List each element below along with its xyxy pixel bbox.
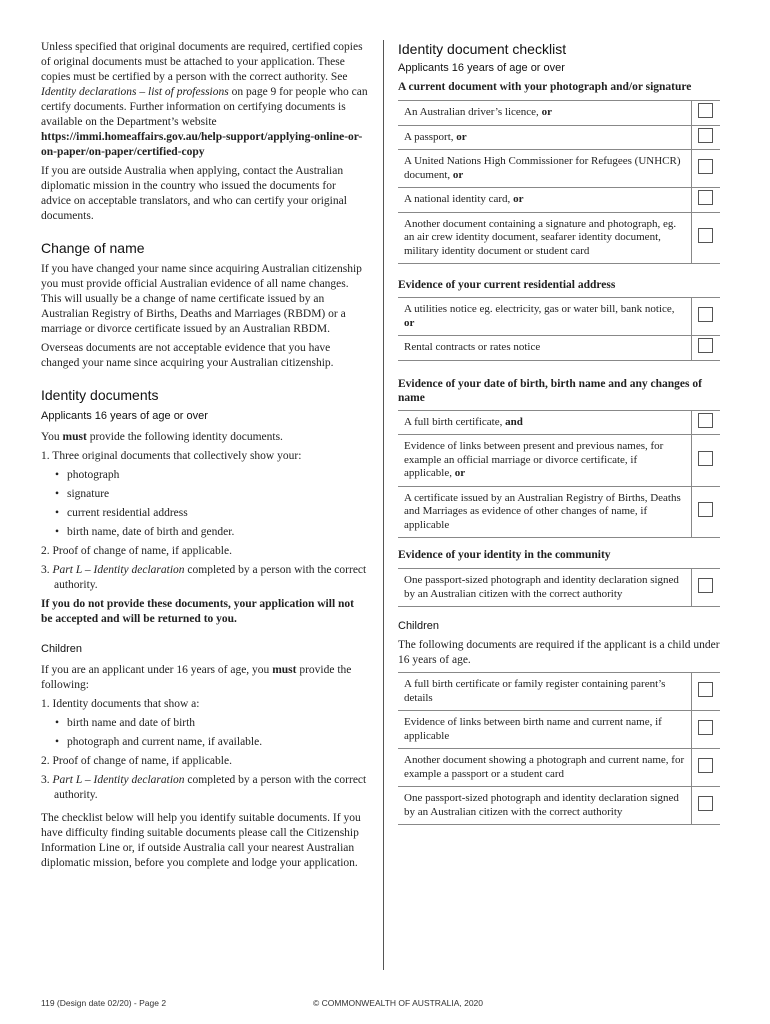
checklist-item-text xyxy=(398,410,691,435)
checklist-row xyxy=(398,711,720,749)
identity-bullet: • signature xyxy=(41,487,368,502)
checklist-item-label: A full birth certificate, xyxy=(404,415,506,428)
children-item-3: 3. Part L – Identity declaration completed by a person with the correct authority. xyxy=(41,774,367,801)
identity-item-1: 1. Three original documents that collectively show your: xyxy=(41,450,302,462)
checklist-checkbox[interactable] xyxy=(698,228,713,243)
checklist-item-text xyxy=(398,787,691,825)
checklist-item-text xyxy=(398,435,691,487)
checklist-row xyxy=(398,212,720,264)
checkbox-cell xyxy=(691,336,720,361)
checklist-heading: Identity document checklist xyxy=(398,41,567,57)
checkbox-cell xyxy=(691,125,720,150)
checklist-checkbox[interactable] xyxy=(698,307,713,322)
checklist-item-label: A United Nations High Commissioner for Refugees (UNHCR) document, xyxy=(404,155,681,181)
checklist-item-label: A utilities notice eg. electricity, gas or water bill, bank notice, xyxy=(404,303,675,315)
children-bullet: • photograph and current name, if available. xyxy=(41,735,368,750)
checklist-checkbox[interactable] xyxy=(698,190,713,205)
identity-warning: If you do not provide these documents, your application will not be accepted and will be returned to you. xyxy=(41,598,354,625)
checkbox-cell xyxy=(691,298,720,336)
checklist-row xyxy=(398,298,720,336)
checklist-item-text xyxy=(398,336,691,361)
checklist-item-label: Evidence of links between birth name and current name, if applicable xyxy=(404,716,662,742)
checklist-row xyxy=(398,787,720,825)
checklist-row xyxy=(398,486,720,538)
checkbox-cell xyxy=(691,711,720,749)
closing-paragraph: The checklist below will help you identify suitable documents. If you have difficulty finding suitable documents please call the Citizenship Information Line or, if outside Australia call your nearest Australian diplomatic mission, before you complete and lodge your application. xyxy=(41,812,361,869)
children-bullet: • birth name and date of birth xyxy=(41,716,368,731)
photo-section-heading: A current document with your photograph and/or signature xyxy=(398,81,692,93)
checkbox-cell xyxy=(691,212,720,264)
checklist-row xyxy=(398,569,720,607)
children-paragraph: If you are an applicant under 16 years of age, you must provide the following: xyxy=(41,664,352,691)
checklist-row xyxy=(398,188,720,213)
checklist-item-label: A passport, xyxy=(404,130,457,143)
checklist-item-text xyxy=(398,749,691,787)
address-section-heading: Evidence of your current residential address xyxy=(398,279,616,291)
change-of-name-paragraph: If you have changed your name since acquiring Australian citizenship you must provide official Australian evidence of all name changes. This will usually be a change of name certificate issued by an Australian Registry of Births, Deaths and Marriages (RBDM) or a marriage or divorce certificate issued by an Australian RBDM. xyxy=(41,263,362,335)
checklist-item-conjunction: or xyxy=(404,316,415,329)
left-column xyxy=(41,40,368,871)
checklist-checkbox[interactable] xyxy=(698,451,713,466)
children-item-2: 2. Proof of change of name, if applicable. xyxy=(41,755,232,767)
identity-documents-subheading: Applicants 16 years of age or over xyxy=(41,410,208,422)
checklist-row xyxy=(398,125,720,150)
checklist-item-text xyxy=(398,125,691,150)
checklist-checkbox[interactable] xyxy=(698,758,713,773)
intro-paragraph: Unless specified that original documents are required, certified copies of original documents must be attached to your application. These copies must be certified by a person with the correct authority. See Identity declarations – list of professions on page 9 for people who can certify documents. Further information on certifying documents is available on the Department’s website https://immi.homeaffairs.gov.au/help-support/applying-online-or-on-paper/on-paper/certified-copy xyxy=(41,41,368,158)
checklist-subheading: Applicants 16 years of age or over xyxy=(398,62,565,74)
checklist-item-text xyxy=(398,711,691,749)
checkbox-cell xyxy=(691,435,720,487)
identity-bullet: • current residential address xyxy=(41,506,368,521)
checklist-checkbox[interactable] xyxy=(698,338,713,353)
checklist-item-conjunction: or xyxy=(456,130,467,143)
checklist-item-text xyxy=(398,569,691,607)
checklist-item-label: Rental contracts or rates notice xyxy=(404,341,541,353)
identity-bullet: • photograph xyxy=(41,468,368,483)
overseas-documents-paragraph: Overseas documents are not acceptable evidence that you have changed your name since acquiring your Australian citizenship. xyxy=(41,342,334,369)
checklist-item-label: A national identity card, xyxy=(404,193,514,205)
children-heading-left: Children xyxy=(41,643,82,655)
children-required-paragraph: The following documents are required if the applicant is a child under 16 years of age. xyxy=(398,639,720,666)
checklist-item-conjunction: or xyxy=(452,168,464,181)
community-checklist xyxy=(398,568,720,607)
must-provide-text: You must provide the following identity documents. xyxy=(41,431,283,443)
checklist-row xyxy=(398,410,720,435)
children-checklist xyxy=(398,672,720,825)
footer-page-info: 119 (Design date 02/20) - Page 2 xyxy=(41,998,167,1008)
checklist-item-text xyxy=(398,188,691,213)
checkbox-cell xyxy=(691,673,720,711)
right-column xyxy=(398,40,720,825)
checklist-checkbox[interactable] xyxy=(698,682,713,697)
change-of-name-heading: Change of name xyxy=(41,240,145,256)
checklist-item-label: An Australian driver’s licence, xyxy=(404,106,542,118)
checklist-checkbox[interactable] xyxy=(698,578,713,593)
checklist-item-text xyxy=(398,212,691,264)
checkbox-cell xyxy=(691,486,720,538)
checklist-item-text xyxy=(398,298,691,336)
checklist-item-label: Another document containing a signature and photograph, eg. an air crew identity document, seafarer identity document, military identity document or student card xyxy=(404,217,677,257)
checkbox-cell xyxy=(691,410,720,435)
checklist-checkbox[interactable] xyxy=(698,796,713,811)
checklist-row xyxy=(398,150,720,188)
checklist-row xyxy=(398,749,720,787)
checklist-item-text xyxy=(398,150,691,188)
children-heading-right: Children xyxy=(398,620,439,632)
checklist-checkbox[interactable] xyxy=(698,502,713,517)
checklist-item-text xyxy=(398,673,691,711)
checklist-row xyxy=(398,336,720,361)
checklist-item-text xyxy=(398,101,691,126)
checkbox-cell xyxy=(691,101,720,126)
footer-copyright: © COMMONWEALTH OF AUSTRALIA, 2020 xyxy=(313,998,483,1008)
checklist-item-conjunction: and xyxy=(505,415,523,428)
identity-item-2: 2. Proof of change of name, if applicable. xyxy=(41,545,232,557)
checklist-item-text xyxy=(398,486,691,538)
checkbox-cell xyxy=(691,150,720,188)
photo-checklist xyxy=(398,100,720,264)
checklist-item-conjunction: or xyxy=(454,467,466,479)
checkbox-cell xyxy=(691,787,720,825)
checklist-row xyxy=(398,101,720,126)
checklist-item-label: Another document showing a photograph and current name, for example a passport or a student card xyxy=(404,754,685,780)
birth-checklist xyxy=(398,410,720,539)
address-checklist xyxy=(398,297,720,361)
children-item-1: 1. Identity documents that show a: xyxy=(41,698,200,710)
checkbox-cell xyxy=(691,749,720,787)
identity-bullet: • birth name, date of birth and gender. xyxy=(41,525,368,540)
checklist-item-label: Evidence of links between present and previous names, for example an official marriage or divorce certificate, if applicable, xyxy=(404,440,664,479)
checklist-item-label: One passport-sized photograph and identity declaration signed by an Australian citizen with the correct authority xyxy=(404,792,679,818)
identity-item-3: 3. Part L – Identity declaration completed by a person with the correct authority. xyxy=(41,564,367,591)
certified-copy-link[interactable]: https://immi.homeaffairs.gov.au/help-support/applying-online-or-on-paper/on-paper/certified-copy xyxy=(41,131,363,158)
identity-documents-heading: Identity documents xyxy=(41,387,159,403)
checklist-checkbox[interactable] xyxy=(698,103,713,118)
checklist-checkbox[interactable] xyxy=(698,159,713,174)
checklist-checkbox[interactable] xyxy=(698,128,713,143)
checklist-item-label: A certificate issued by an Australian Registry of Births, Deaths and Marriages as evidence of other changes of name, if applicable xyxy=(404,491,681,531)
column-divider xyxy=(383,40,384,970)
checklist-checkbox[interactable] xyxy=(698,720,713,735)
checklist-item-label: One passport-sized photograph and identity declaration signed by an Australian citizen with the correct authority xyxy=(404,574,679,600)
checklist-row xyxy=(398,673,720,711)
birth-section-heading: Evidence of your date of birth, birth name and any changes of name xyxy=(398,377,702,404)
checklist-item-label: A full birth certificate or family register containing parent’s details xyxy=(404,678,666,704)
checklist-row xyxy=(398,435,720,487)
checklist-item-conjunction: or xyxy=(513,193,524,205)
checkbox-cell xyxy=(691,569,720,607)
community-section-heading: Evidence of your identity in the community xyxy=(398,549,611,561)
checkbox-cell xyxy=(691,188,720,213)
checklist-item-conjunction: or xyxy=(541,106,552,118)
checklist-checkbox[interactable] xyxy=(698,413,713,428)
outside-australia-paragraph: If you are outside Australia when applying, contact the Australian diplomatic mission in the country who issued the documents for advice on acceptable translators, and who can certify your original documents. xyxy=(41,165,347,222)
